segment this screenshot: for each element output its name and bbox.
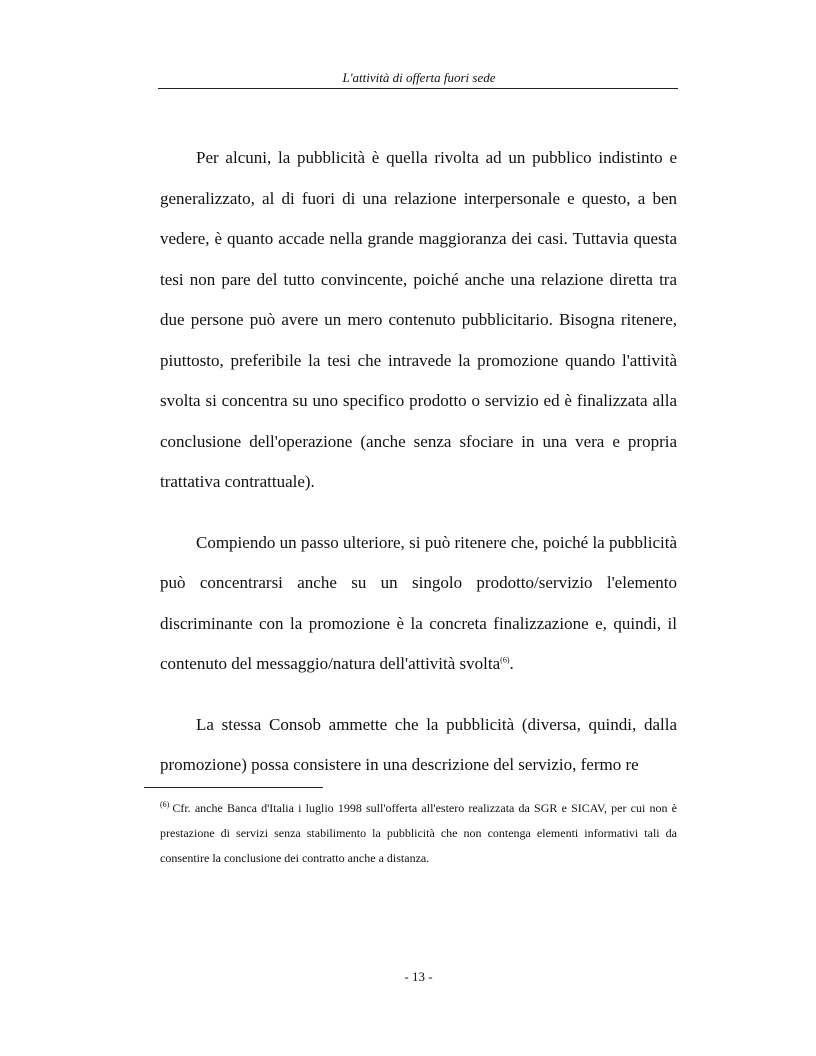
body-text	[160, 138, 677, 806]
paragraph-2-text: Compiendo un passo ulteriore, si può ritenere che, poiché la pubblicità può concentrarsi anche su un singolo prodotto/servizio l'elemento discriminante con la promozione è la concreta finalizzazione e, quindi, il contenuto del messaggio/natura dell'attività svolta	[160, 532, 677, 673]
page-number: - 13 -	[404, 969, 433, 984]
footnote-rule	[144, 787, 323, 788]
footnote-reference: (6)	[500, 655, 510, 665]
footnote	[160, 796, 677, 871]
footnote-marker: (6)	[160, 800, 170, 809]
paragraph-1: Per alcuni, la pubblicità è quella rivolta ad un pubblico indistinto e generalizzato, al di fuori di una relazione interpersonale e questo, a ben vedere, è quanto accade nella grande maggioranza dei casi. Tuttavia questa tesi non pare del tutto convincente, poiché anche una relazione diretta tra due persone può avere un mero contenuto pubblicitario. Bisogna ritenere, piuttosto, preferibile la tesi che intravede la promozione quando l'attività svolta si concentra su uno specifico prodotto o servizio ed è finalizzata alla conclusione dell'operazione (anche senza sfociare in una vera e propria trattativa contrattuale).	[160, 148, 677, 491]
footnote-text: Cfr. anche Banca d'Italia i luglio 1998 sull'offerta all'estero realizzata da SGR e SICAV, per cui non è prestazione di servizi senza stabilimento la pubblicità che non contenga elementi informativi tali da consentire la conclusione dei contratto anche a distanza.	[160, 801, 677, 865]
paragraph-3: La stessa Consob ammette che la pubblicità (diversa, quindi, dalla promozione) possa consistere in una descrizione del servizio, fermo re	[160, 714, 677, 774]
paragraph-2	[160, 523, 677, 685]
running-header: L'attività di offerta fuori sede	[342, 70, 496, 85]
header-rule	[158, 88, 678, 89]
paragraph-2-end: .	[509, 654, 514, 673]
